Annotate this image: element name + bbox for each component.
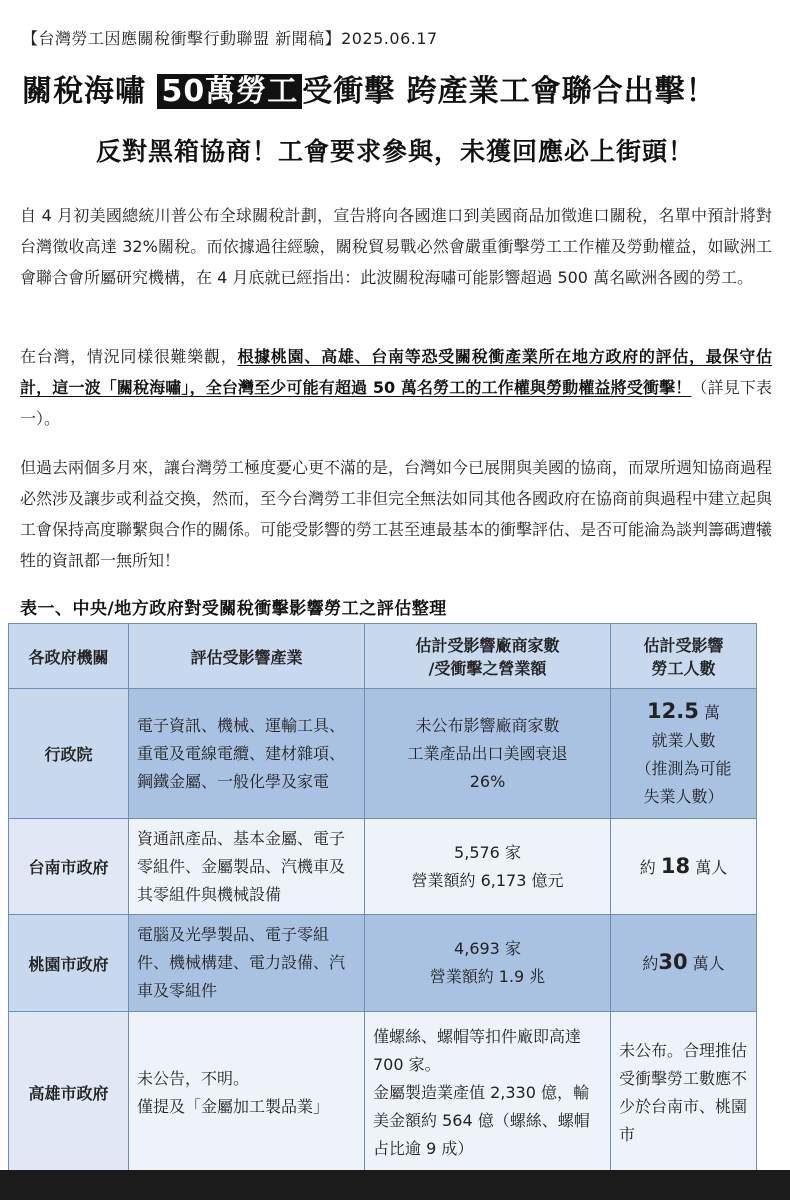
row-industry: 電腦及光學製品、電子零組件、機械構建、電力設備、汽車及零組件	[129, 915, 365, 1012]
assessment-table	[8, 623, 757, 1174]
table-row	[9, 689, 757, 819]
paragraph-2	[20, 341, 772, 434]
table-row	[9, 915, 757, 1012]
release-source-line: 【台灣勞工因應關稅衝擊行動聯盟 新聞稿】2025.06.17	[22, 29, 438, 48]
header-workers: 估計受影響 勞工人數	[611, 624, 757, 689]
row-agency: 台南市政府	[9, 819, 129, 915]
row-workers: 未公布。合理推估受衝擊勞工數應不少於台南市、桃園市	[611, 1012, 757, 1174]
headline-part2: 受衝擊 跨產業工會聯合出擊！	[302, 74, 717, 109]
header-agency: 各政府機關	[9, 624, 129, 689]
header-industry: 評估受影響產業	[129, 624, 365, 689]
row-agency: 行政院	[9, 689, 129, 819]
row-workers: 約30 萬人	[611, 915, 757, 1012]
subheadline: 反對黑箱協商！工會要求參與，未獲回應必上街頭！	[95, 137, 694, 166]
headline-part1: 關稅海嘯	[22, 74, 158, 109]
paragraph-2-end: （詳見下表一）。	[20, 378, 772, 428]
paragraph-3: 但過去兩個多月來，讓台灣勞工極度憂心更不滿的是，台灣如今已展開與美國的協商，而眾所週知協商過程必然涉及讓步或利益交換，然而，至今台灣勞工非但完全無法如同其他各國政府在協商前與過程中建立起與工會保持高度聯繫與合作的關係。可能受影響的勞工甚至連最基本的衝擊評估、是否可能淪為談判籌碼遭犧牲的資訊都一無所知！	[20, 458, 773, 570]
row-firms: 未公布影響廠商家數 工業產品出口美國衰退 26%	[365, 689, 611, 819]
table-row	[9, 1012, 757, 1174]
row-workers: 12.5 萬 就業人數 （推測為可能 失業人數）	[611, 689, 757, 819]
row-firms: 5,576 家 營業額約 6,173 億元	[365, 819, 611, 915]
row-agency: 桃園市政府	[9, 915, 129, 1012]
paragraph-1: 自 4 月初美國總統川普公布全球關稅計劃，宣告將向各國進口到美國商品加徵進口關稅，名單中預計將對台灣徵收高達 32%關稅。而依據過往經驗，關稅貿易戰必然會嚴重衝擊勞工工作權及勞動權益，如歐洲工會聯合會所屬研究機構，在 4 月底就已經指出：此波關稅海嘯可能影響超過 500 萬名歐洲各國的勞工。	[20, 206, 772, 287]
table-header-row	[9, 624, 757, 689]
row-industry: 資通訊產品、基本金屬、電子零組件、金屬製品、汽機車及其零組件與機械設備	[129, 819, 365, 915]
headline	[22, 66, 717, 110]
paragraph-2-start: 在台灣，情況同樣很難樂觀，	[20, 347, 238, 366]
row-firms: 僅螺絲、螺帽等扣件廠即高達 700 家。 金屬製造業產值 2,330 億，輸美金額約 564 億（螺絲、螺帽占比逾 9 成）	[365, 1012, 611, 1174]
table-row	[9, 819, 757, 915]
header-firms: 估計受影響廠商家數 /受衝擊之營業額	[365, 624, 611, 689]
headline-highlight: 50萬勞工	[157, 74, 302, 109]
row-industry: 電子資訊、機械、運輸工具、重電及電線電纜、建材雜項、鋼鐵金屬、一般化學及家電	[129, 689, 365, 819]
row-workers: 約 18 萬人	[611, 819, 757, 915]
row-agency: 高雄市政府	[9, 1012, 129, 1174]
row-firms: 4,693 家 營業額約 1.9 兆	[365, 915, 611, 1012]
paragraph-2-emphasis: 根據桃園、高雄、台南等恐受關稅衝產業所在地方政府的評估，最保守估計，這一波「關稅海嘯」，全台灣至少可能有超過 50 萬名勞工的工作權與勞動權益將受衝擊！	[20, 347, 772, 397]
bottom-dark-bar	[0, 1170, 790, 1200]
row-industry: 未公告，不明。 僅提及「金屬加工製品業」	[129, 1012, 365, 1174]
table-title: 表一、中央/地方政府對受關稅衝擊影響勞工之評估整理	[20, 599, 447, 619]
